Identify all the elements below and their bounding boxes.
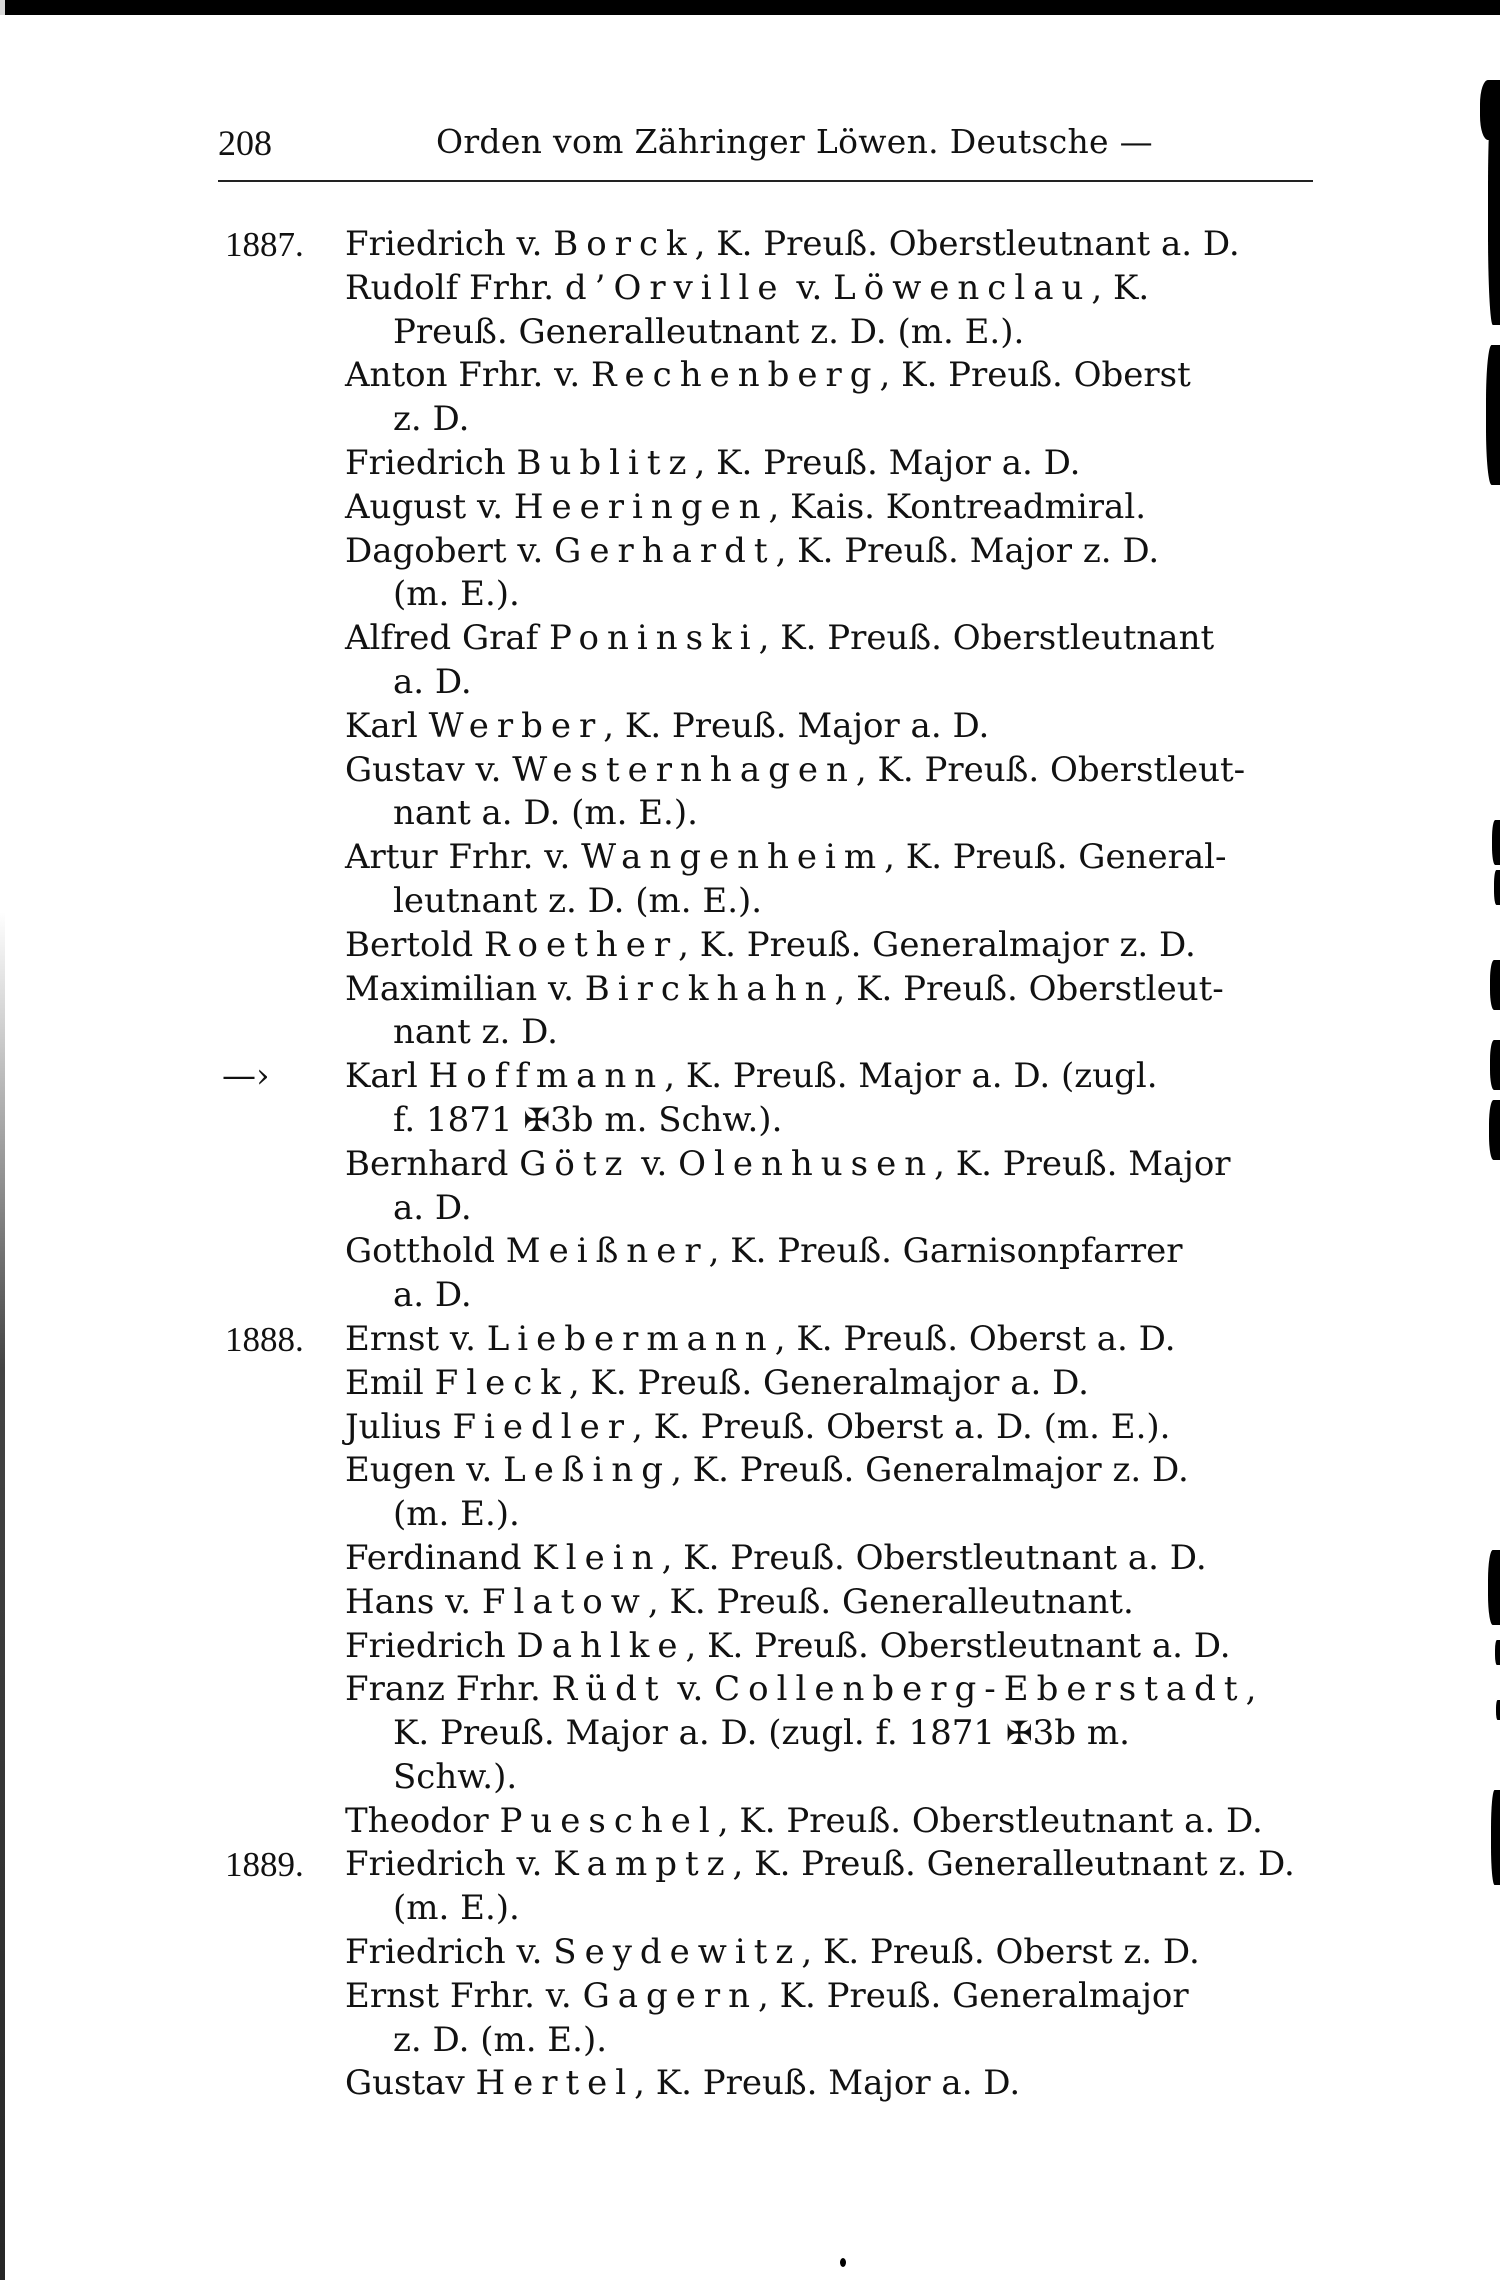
continuation-text: (m. E.). <box>393 1888 520 1929</box>
entry-line <box>0 1230 1500 1274</box>
entry-text <box>345 836 1226 880</box>
rank-text: , K. Preuß. Oberstleutnant a. D. <box>717 1800 1263 1841</box>
entry-line <box>0 705 1500 749</box>
surname: Fleck <box>434 1362 569 1403</box>
rank-text: , <box>1245 1669 1257 1710</box>
rank-text: , K. Preuß. Generalmajor <box>758 1975 1189 2016</box>
given-name: Emil <box>345 1362 435 1403</box>
entry-continuation-line <box>0 661 1500 705</box>
given-name: Friedrich <box>345 1625 517 1666</box>
continuation-text: a. D. <box>393 1187 472 1228</box>
entry-continuation-line <box>0 1099 1500 1143</box>
entry-continuation-line <box>0 1712 1500 1756</box>
rank-text: v. <box>666 1669 715 1710</box>
rank-text: , K. Preuß. Oberstleut- <box>855 749 1246 790</box>
surname: Birckhahn <box>584 968 835 1009</box>
surname: Gerhardt <box>554 530 776 571</box>
entry-line <box>0 1055 1500 1099</box>
surname: Löwenclau <box>833 267 1092 308</box>
given-name: Friedrich v. <box>345 224 554 264</box>
entry-text <box>345 1625 1231 1669</box>
rank-text: , Kais. Kontreadmiral. <box>768 486 1147 527</box>
surname: Pueschel <box>499 1800 718 1841</box>
continuation-text: nant a. D. (m. E.). <box>393 793 698 834</box>
entry-line <box>0 1581 1500 1625</box>
entry-year: 1888. <box>225 1319 304 1359</box>
entry-line <box>0 223 1500 267</box>
given-name: August v. <box>345 486 514 527</box>
continuation-text: nant z. D. <box>393 1012 558 1053</box>
given-name: Dagobert v. <box>345 530 555 571</box>
surname: Seydewitz <box>553 1932 802 1973</box>
surname: Fiedler <box>452 1406 633 1447</box>
entry-line <box>0 1843 1500 1887</box>
entry-line <box>0 2062 1500 2106</box>
surname: Borck <box>553 224 695 264</box>
rank-text: , K. Preuß. Oberst a. D. <box>774 1318 1176 1359</box>
rank-text: v. <box>785 267 834 308</box>
entry-continuation-line <box>0 1011 1500 1055</box>
entry-line <box>0 1143 1500 1187</box>
entry-text <box>393 661 472 705</box>
rank-text: , K. Preuß. Generalleutnant. <box>647 1581 1134 1622</box>
entry-line <box>0 617 1500 661</box>
surname: Hertel <box>475 2063 635 2104</box>
entry-text <box>345 968 1224 1012</box>
entry-line <box>0 1449 1500 1493</box>
given-name: Theodor <box>345 1800 500 1841</box>
entry-continuation-line <box>0 1274 1500 1318</box>
continuation-text: Preuß. Generalleutnant z. D. (m. E.). <box>393 311 1025 352</box>
entry-line <box>0 442 1500 486</box>
given-name: Gotthold <box>345 1231 506 1272</box>
entry-year: 1887. <box>225 225 304 264</box>
continuation-text: 3b m. <box>1032 1713 1130 1754</box>
surname: Roether <box>483 924 679 965</box>
entry-text <box>345 2062 1020 2106</box>
surname: Wangenheim <box>581 837 885 878</box>
entry-continuation-line <box>0 311 1500 355</box>
continuation-text: (m. E.). <box>393 1494 520 1535</box>
entry-continuation-line <box>0 792 1500 836</box>
surname: Rechenberg <box>590 355 880 396</box>
rank-text: , K. <box>1091 267 1150 308</box>
entry-line <box>0 1625 1500 1669</box>
entry-continuation-line <box>0 1756 1500 1800</box>
entry-line <box>0 1668 1500 1712</box>
entry-line <box>0 1406 1500 1450</box>
entry-continuation-line <box>0 1887 1500 1931</box>
entry-continuation-line <box>0 398 1500 442</box>
rank-text: , K. Preuß. Major z. D. <box>775 530 1160 571</box>
entry-line <box>0 1800 1500 1844</box>
given-name: Rudolf Frhr. <box>345 267 565 308</box>
rank-text: , K. Preuß. Generalmajor a. D. <box>568 1362 1089 1403</box>
rank-text: , K. Preuß. Major a. D. <box>694 442 1081 483</box>
entry-text <box>393 1756 517 1800</box>
entry-continuation-line <box>0 1493 1500 1537</box>
entry-text <box>345 1362 1089 1406</box>
rank-text: , K. Preuß. Generalmajor z. D. <box>671 1450 1189 1491</box>
header-rule <box>218 180 1313 182</box>
given-name: Karl <box>345 1056 429 1097</box>
given-name: Bertold <box>345 924 484 965</box>
surname: Rüdt <box>551 1669 667 1710</box>
entry-line <box>0 354 1500 398</box>
continuation-text: a. D. <box>393 661 472 702</box>
entry-text <box>345 1055 1158 1099</box>
surname: Bublitz <box>516 442 695 483</box>
surname: Götz <box>519 1143 631 1184</box>
ink-speck <box>840 2258 846 2267</box>
continuation-text: z. D. (m. E.). <box>393 2019 608 2060</box>
entry-line <box>0 1931 1500 1975</box>
given-name: Anton Frhr. v. <box>345 355 591 396</box>
entry-line <box>0 486 1500 530</box>
entry-text <box>345 1449 1189 1493</box>
continuation-text: Schw.). <box>393 1756 518 1797</box>
continuation-text: leutnant z. D. (m. E.). <box>393 880 763 921</box>
rank-text: , K. Preuß. Oberst z. D. <box>801 1932 1200 1973</box>
given-name: Friedrich v. <box>345 1844 554 1885</box>
entry-text <box>393 311 1024 355</box>
entry-continuation-line <box>0 2019 1500 2063</box>
surname: Werber <box>428 705 604 746</box>
entry-line <box>0 1318 1500 1362</box>
entry-text <box>393 2019 607 2063</box>
page-header <box>218 118 1313 162</box>
entry-text <box>345 1843 1295 1887</box>
entry-text <box>345 1318 1176 1362</box>
surname: Olenhusen <box>678 1143 935 1184</box>
rank-text: , K. Preuß. Major a. D. <box>603 705 990 746</box>
running-title: Orden vom Zähringer Löwen. Deutsche — <box>436 122 1153 161</box>
entry-text <box>393 398 469 442</box>
entry-text <box>345 223 1240 267</box>
scan-border-top <box>0 0 1500 15</box>
entry-text <box>345 1975 1189 2019</box>
rank-text: , K. Preuß. Oberstleutnant <box>758 618 1215 659</box>
entry-text <box>393 1493 520 1537</box>
surname: Kamptz <box>553 1844 733 1885</box>
given-name: Julius <box>345 1406 453 1447</box>
given-name: Friedrich v. <box>345 1932 554 1973</box>
entry-continuation-line <box>0 573 1500 617</box>
order-cross-icon: ✠ <box>1005 1714 1033 1753</box>
entry-line <box>0 1537 1500 1581</box>
entry-text <box>345 1931 1200 1975</box>
entry-text <box>393 1187 472 1231</box>
rank-text: , K. Preuß. Oberstleutnant a. D. <box>661 1537 1207 1578</box>
order-cross-icon: ✠ <box>523 1100 551 1139</box>
rank-text: , K. Preuß. General- <box>884 837 1227 878</box>
rank-text: , K. Preuß. Major a. D. (zugl. <box>664 1056 1158 1097</box>
given-name: Eugen v. <box>345 1450 504 1491</box>
entry-year: 1889. <box>225 1845 304 1885</box>
surname: Meißner <box>505 1231 709 1272</box>
surname: d’Orville <box>564 267 786 308</box>
given-name: Bernhard <box>345 1143 520 1184</box>
continuation-text: a. D. <box>393 1275 472 1316</box>
surname: Klein <box>532 1537 662 1578</box>
rank-text: , K. Preuß. Oberstleut- <box>834 968 1224 1009</box>
entry-text <box>345 442 1080 486</box>
entry-text <box>345 1406 1170 1450</box>
entry-text <box>345 705 989 749</box>
surname: Liebermann <box>486 1318 775 1359</box>
surname: Westernhagen <box>512 749 856 790</box>
given-name: Artur Frhr. v. <box>345 837 582 878</box>
given-name: Ferdinand <box>345 1537 533 1578</box>
entry-text <box>345 354 1191 398</box>
entry-text <box>393 1887 520 1931</box>
rank-text: , K. Preuß. Oberstleutnant a. D. <box>685 1625 1231 1666</box>
rank-text: , K. Preuß. Major <box>934 1143 1231 1184</box>
rank-text: , K. Preuß. Oberst a. D. (m. E.). <box>632 1406 1171 1447</box>
given-name: Karl <box>345 705 429 746</box>
surname: Gagern <box>582 1975 759 2016</box>
entry-line <box>0 749 1500 793</box>
given-name: Ernst Frhr. v. <box>345 1975 583 2016</box>
entry-text <box>345 617 1214 661</box>
rank-text: , K. Preuß. Oberst <box>879 355 1191 396</box>
rank-text: v. <box>630 1143 679 1184</box>
given-name: Ernst v. <box>345 1318 487 1359</box>
continuation-text: z. D. <box>393 399 470 440</box>
entry-text <box>345 1800 1263 1844</box>
surname: Hoffmann <box>428 1056 665 1097</box>
surname: Collenberg-Eberstadt <box>714 1669 1246 1710</box>
hand-drawn-arrow-icon: —› <box>222 1056 270 1097</box>
rank-text: , K. Preuß. Generalleutnant z. D. <box>732 1844 1295 1885</box>
page-number: 208 <box>218 123 272 163</box>
given-name: Franz Frhr. <box>345 1669 552 1710</box>
entry-text <box>345 1143 1231 1187</box>
surname: Flatow <box>481 1581 648 1622</box>
entry-text <box>393 1712 1130 1756</box>
surname: Dahlke <box>516 1625 686 1666</box>
given-name: Gustav v. <box>345 749 513 790</box>
continuation-text: K. Preuß. Major a. D. (zugl. f. 1871 <box>393 1713 1006 1754</box>
entry-text <box>345 1537 1207 1581</box>
entry-text <box>393 880 762 924</box>
entry-line <box>0 1975 1500 2019</box>
entry-text <box>345 486 1146 530</box>
entry-text <box>393 1274 472 1318</box>
continuation-text: (m. E.). <box>393 574 520 615</box>
rank-text: , K. Preuß. Major a. D. <box>634 2063 1021 2104</box>
entry-continuation-line <box>0 880 1500 924</box>
rank-text: , K. Preuß. Garnisonpfarrer <box>708 1231 1183 1272</box>
given-name: Friedrich <box>345 442 517 483</box>
entry-text <box>345 1581 1134 1625</box>
given-name: Maximilian v. <box>345 968 585 1009</box>
rank-text: , K. Preuß. Generalmajor z. D. <box>678 924 1196 965</box>
surname: Poninski <box>549 618 759 659</box>
entry-text <box>345 1668 1256 1712</box>
entry-text <box>345 267 1149 311</box>
entry-line <box>0 530 1500 574</box>
surname: Heeringen <box>513 486 769 527</box>
entry-line <box>0 836 1500 880</box>
entry-continuation-line <box>0 1187 1500 1231</box>
continuation-text: 3b m. Schw.). <box>550 1099 783 1140</box>
entry-text <box>345 530 1159 574</box>
given-name: Gustav <box>345 2063 476 2104</box>
entry-line <box>0 968 1500 1012</box>
entry-text <box>345 749 1245 793</box>
continuation-text: f. 1871 <box>393 1099 524 1140</box>
surname: Leßing <box>503 1450 672 1491</box>
given-name: Alfred Graf <box>345 618 550 659</box>
award-list <box>0 223 1500 2106</box>
entry-text <box>393 1099 782 1143</box>
entry-text <box>345 1230 1182 1274</box>
entry-line <box>0 267 1500 311</box>
entry-text <box>393 573 520 617</box>
entry-text <box>393 792 698 836</box>
entry-line <box>0 924 1500 968</box>
given-name: Hans v. <box>345 1581 482 1622</box>
entry-line <box>0 1362 1500 1406</box>
entry-text <box>345 924 1196 968</box>
rank-text: , K. Preuß. Oberstleutnant a. D. <box>694 224 1240 264</box>
entry-text <box>393 1011 558 1055</box>
